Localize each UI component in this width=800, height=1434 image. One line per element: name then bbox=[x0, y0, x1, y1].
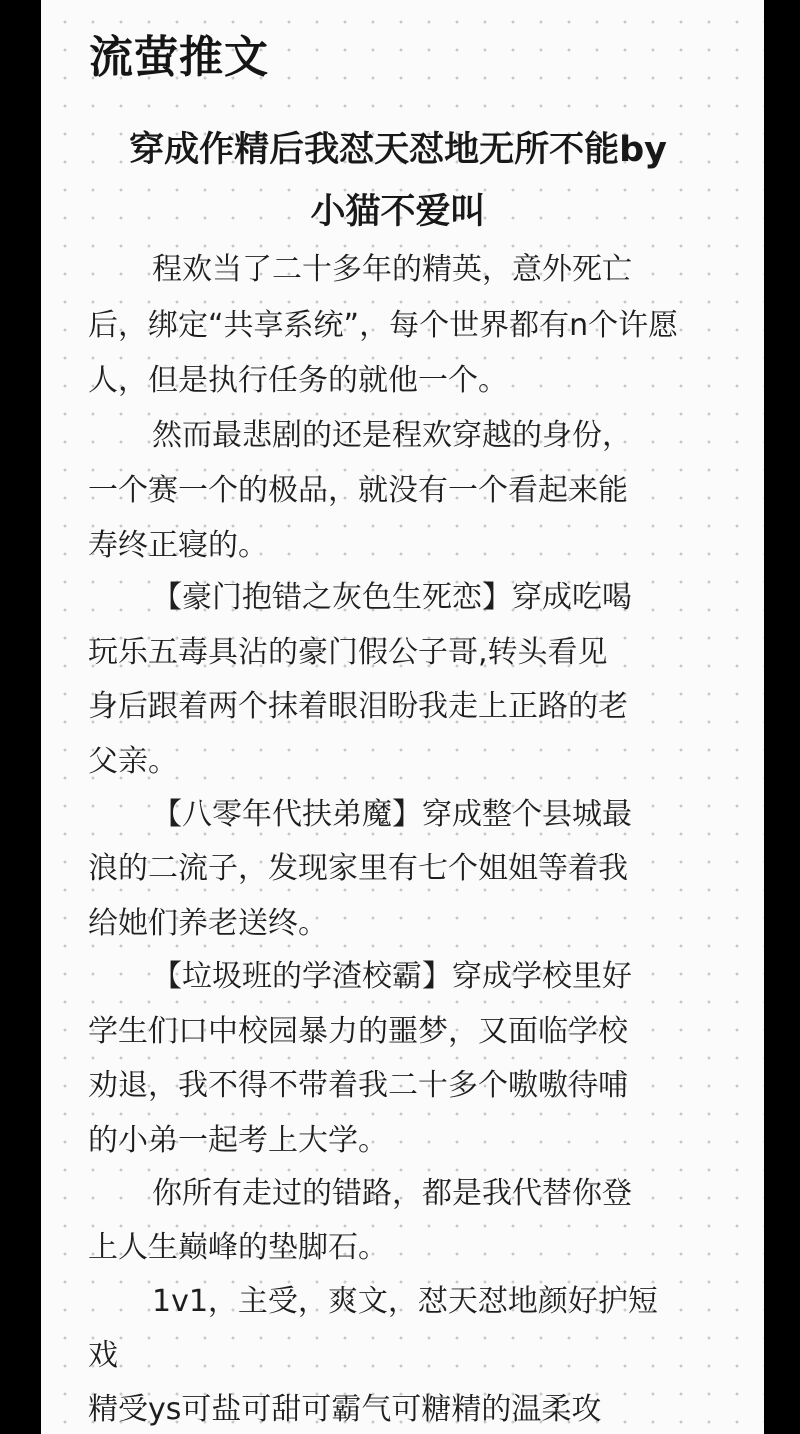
text-line: 浪的二流子，发现家里有七个姐姐等着我 bbox=[88, 851, 628, 886]
text-line: 学生们口中校园暴力的噩梦，又面临学校 bbox=[88, 1014, 628, 1049]
text-line: 玩乐五毒具沾的豪门假公子哥,转头看见 bbox=[88, 635, 608, 670]
text-line: 给她们养老送终。 bbox=[88, 906, 328, 941]
text-line: 一个赛一个的极品，就没有一个看起来能 bbox=[88, 473, 628, 508]
brand-title: 流萤推文 bbox=[89, 32, 269, 83]
text-line: 【八零年代扶弟魔】穿成整个县城最 bbox=[152, 797, 632, 832]
text-line: 你所有走过的错路，都是我代替你登 bbox=[152, 1176, 632, 1211]
text-line: 劝退，我不得不带着我二十多个嗷嗷待哺 bbox=[88, 1068, 628, 1103]
text-line: 后，绑定“共享系统”，每个世界都有n个许愿 bbox=[88, 308, 679, 343]
text-line: 精受ys可盐可甜可霸气可糖精的温柔攻 bbox=[88, 1392, 602, 1427]
text-line: 身后跟着两个抹着眼泪盼我走上正路的老 bbox=[88, 689, 628, 724]
note-page bbox=[41, 0, 764, 1434]
text-line: 的小弟一起考上大学。 bbox=[88, 1123, 388, 1158]
text-line: 戏 bbox=[88, 1338, 118, 1373]
text-line: 寿终正寝的。 bbox=[88, 528, 268, 563]
text-line: 然而最悲剧的还是程欢穿越的身份， bbox=[152, 418, 632, 453]
book-title-line-2: 小猫不爱叫 bbox=[310, 192, 486, 232]
text-line: 程欢当了二十多年的精英，意外死亡 bbox=[152, 252, 632, 287]
text-line: 上人生巅峰的垫脚石。 bbox=[88, 1230, 388, 1265]
text-line: 父亲。 bbox=[88, 744, 178, 779]
text-line: 人，但是执行任务的就他一个。 bbox=[88, 363, 508, 398]
book-title-line-1: 穿成作精后我怼天怼地无所不能by bbox=[129, 130, 667, 170]
text-line: 1v1，主受，爽文，怼天怼地颜好护短 bbox=[152, 1284, 658, 1319]
text-line: 【垃圾班的学渣校霸】穿成学校里好 bbox=[152, 959, 632, 994]
text-line: 【豪门抱错之灰色生死恋】穿成吃喝 bbox=[152, 580, 632, 615]
